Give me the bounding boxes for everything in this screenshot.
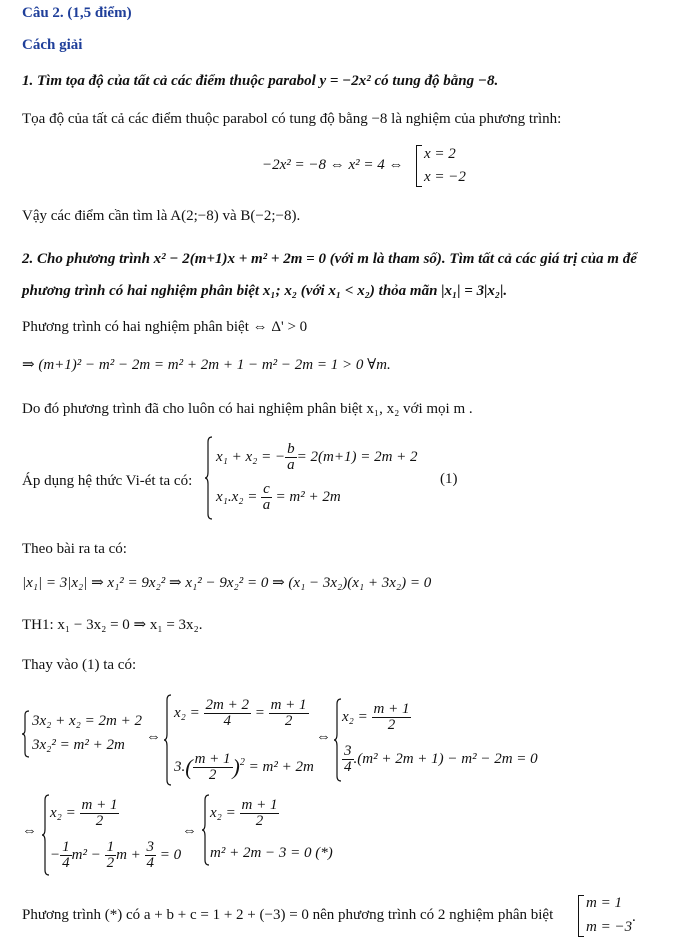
always-two-roots: Do đó phương trình đã cho luôn có hai nghiệm phân biệt x₁, x₂ với mọi m . xyxy=(22,401,473,417)
solution-heading: Cách giải xyxy=(22,37,83,53)
absolute-value-equation: |x₁| = 3|x₂| ⇒ x₁² = 9x₂² ⇒ x₁² − 9x₂² = 0 ⇒ (x₁ − 3x₂)(x₁ + 3x₂) = 0 xyxy=(22,575,432,591)
system-d-line1: x₂ = $\frac{m + 1}{2}$ xyxy=(50,797,118,830)
system-e-line2: m² + 2m − 3 = 0 (*) xyxy=(210,845,333,861)
system-c-line2: $\frac{3}{4}$ .(m² + 2m + 1) − m² − 2m = 0 xyxy=(344,743,538,776)
system-b-brace xyxy=(164,694,172,786)
vieta-brace xyxy=(205,436,213,520)
final-statement: Phương trình (*) có a + b + c = 1 + 2 + (−3) = 0 nên phương trình có 2 nghiệm phân biệt xyxy=(22,907,554,923)
vieta-sum: x₁ + x₂ = − $\frac{b}{a}$ = 2(m+1) = 2m + 2 xyxy=(216,441,418,474)
equation-tag-1: (1) xyxy=(440,471,458,487)
system-d-line2: − $\frac{1}{4}$ m² − $\frac{1}{2}$ m + $\frac{3}{4}$ = 0 xyxy=(50,839,182,872)
iff-symbol-4: ⇔ xyxy=(182,823,197,839)
system-b-line1: x₂ = $\frac{2m + 2}{4}$ = $\frac{m + 1}{2}$ xyxy=(174,697,307,730)
iff-symbol-1: ⇔ xyxy=(146,729,161,745)
system-e-brace xyxy=(202,794,210,866)
distinct-root-condition: Phương trình có hai nghiệm phân biệt ⇔ Δ' > 0 xyxy=(22,319,308,335)
case-bracket xyxy=(416,145,422,187)
delta-computation: ⇒ (m+1)² − m² − 2m = m² + 2m + 1 − m² − 2m = 1 > 0 ∀m. xyxy=(22,357,391,373)
system-d-brace xyxy=(42,794,50,876)
system-c-brace xyxy=(334,698,342,782)
final-case-bracket xyxy=(578,895,584,937)
final-case-2: m = −3 xyxy=(586,919,633,935)
vieta-product: x₁.x₂ = $\frac{c}{a}$ = m² + 2m xyxy=(216,481,341,514)
system-a-brace xyxy=(22,710,30,758)
case-th1: TH1: x₁ − 3x₂ = 0 ⇒ x₁ = 3x₂. xyxy=(22,617,203,633)
part1-equation: −2x² = −8 ⇔ x² = 4 ⇔ xyxy=(262,157,404,173)
system-a-line2: 3x₂² = m² + 2m xyxy=(32,737,125,753)
system-c-line1: x₂ = $\frac{m + 1}{2}$ xyxy=(342,701,410,734)
theo-bai-ra: Theo bài ra ta có: xyxy=(22,541,127,557)
question-heading: Câu 2. (1,5 điểm) xyxy=(22,5,132,21)
part1-title: 1. Tìm tọa độ của tất cả các điểm thuộc parabol y = −2x² có tung độ bằng −8. xyxy=(22,73,499,89)
final-case-1: m = 1 xyxy=(586,895,622,911)
system-b-line2: 3.( $\frac{m + 1}{2}$ )$^2$ = m² + 2m xyxy=(174,751,314,784)
iff-symbol-2: ⇔ xyxy=(316,729,331,745)
part2-title-line2: phương trình có hai nghiệm phân biệt x₁; x₂ (với x₁ < x₂) thỏa mãn |x₁| = 3|x₂|. xyxy=(22,283,508,299)
part1-intro: Tọa độ của tất cả các điểm thuộc parabol có tung độ bằng −8 là nghiệm của phương trình: xyxy=(22,111,562,127)
case-2: x = −2 xyxy=(424,169,466,185)
part2-title-line1: 2. Cho phương trình x² − 2(m+1)x + m² + 2m = 0 (với m là tham số). Tìm tất cả các giá trị của m để xyxy=(22,251,637,267)
final-period: . xyxy=(632,909,636,925)
substitute-text: Thay vào (1) ta có: xyxy=(22,657,137,673)
system-a-line1: 3x₂ + x₂ = 2m + 2 xyxy=(32,713,142,729)
system-e-line1: x₂ = $\frac{m + 1}{2}$ xyxy=(210,797,278,830)
vieta-label: Áp dụng hệ thức Vi-ét ta có: xyxy=(22,473,193,489)
part1-conclusion: Vậy các điểm cần tìm là A(2;−8) và B(−2;−8). xyxy=(22,208,301,224)
case-1: x = 2 xyxy=(424,146,456,162)
iff-symbol-3: ⇔ xyxy=(22,823,37,839)
